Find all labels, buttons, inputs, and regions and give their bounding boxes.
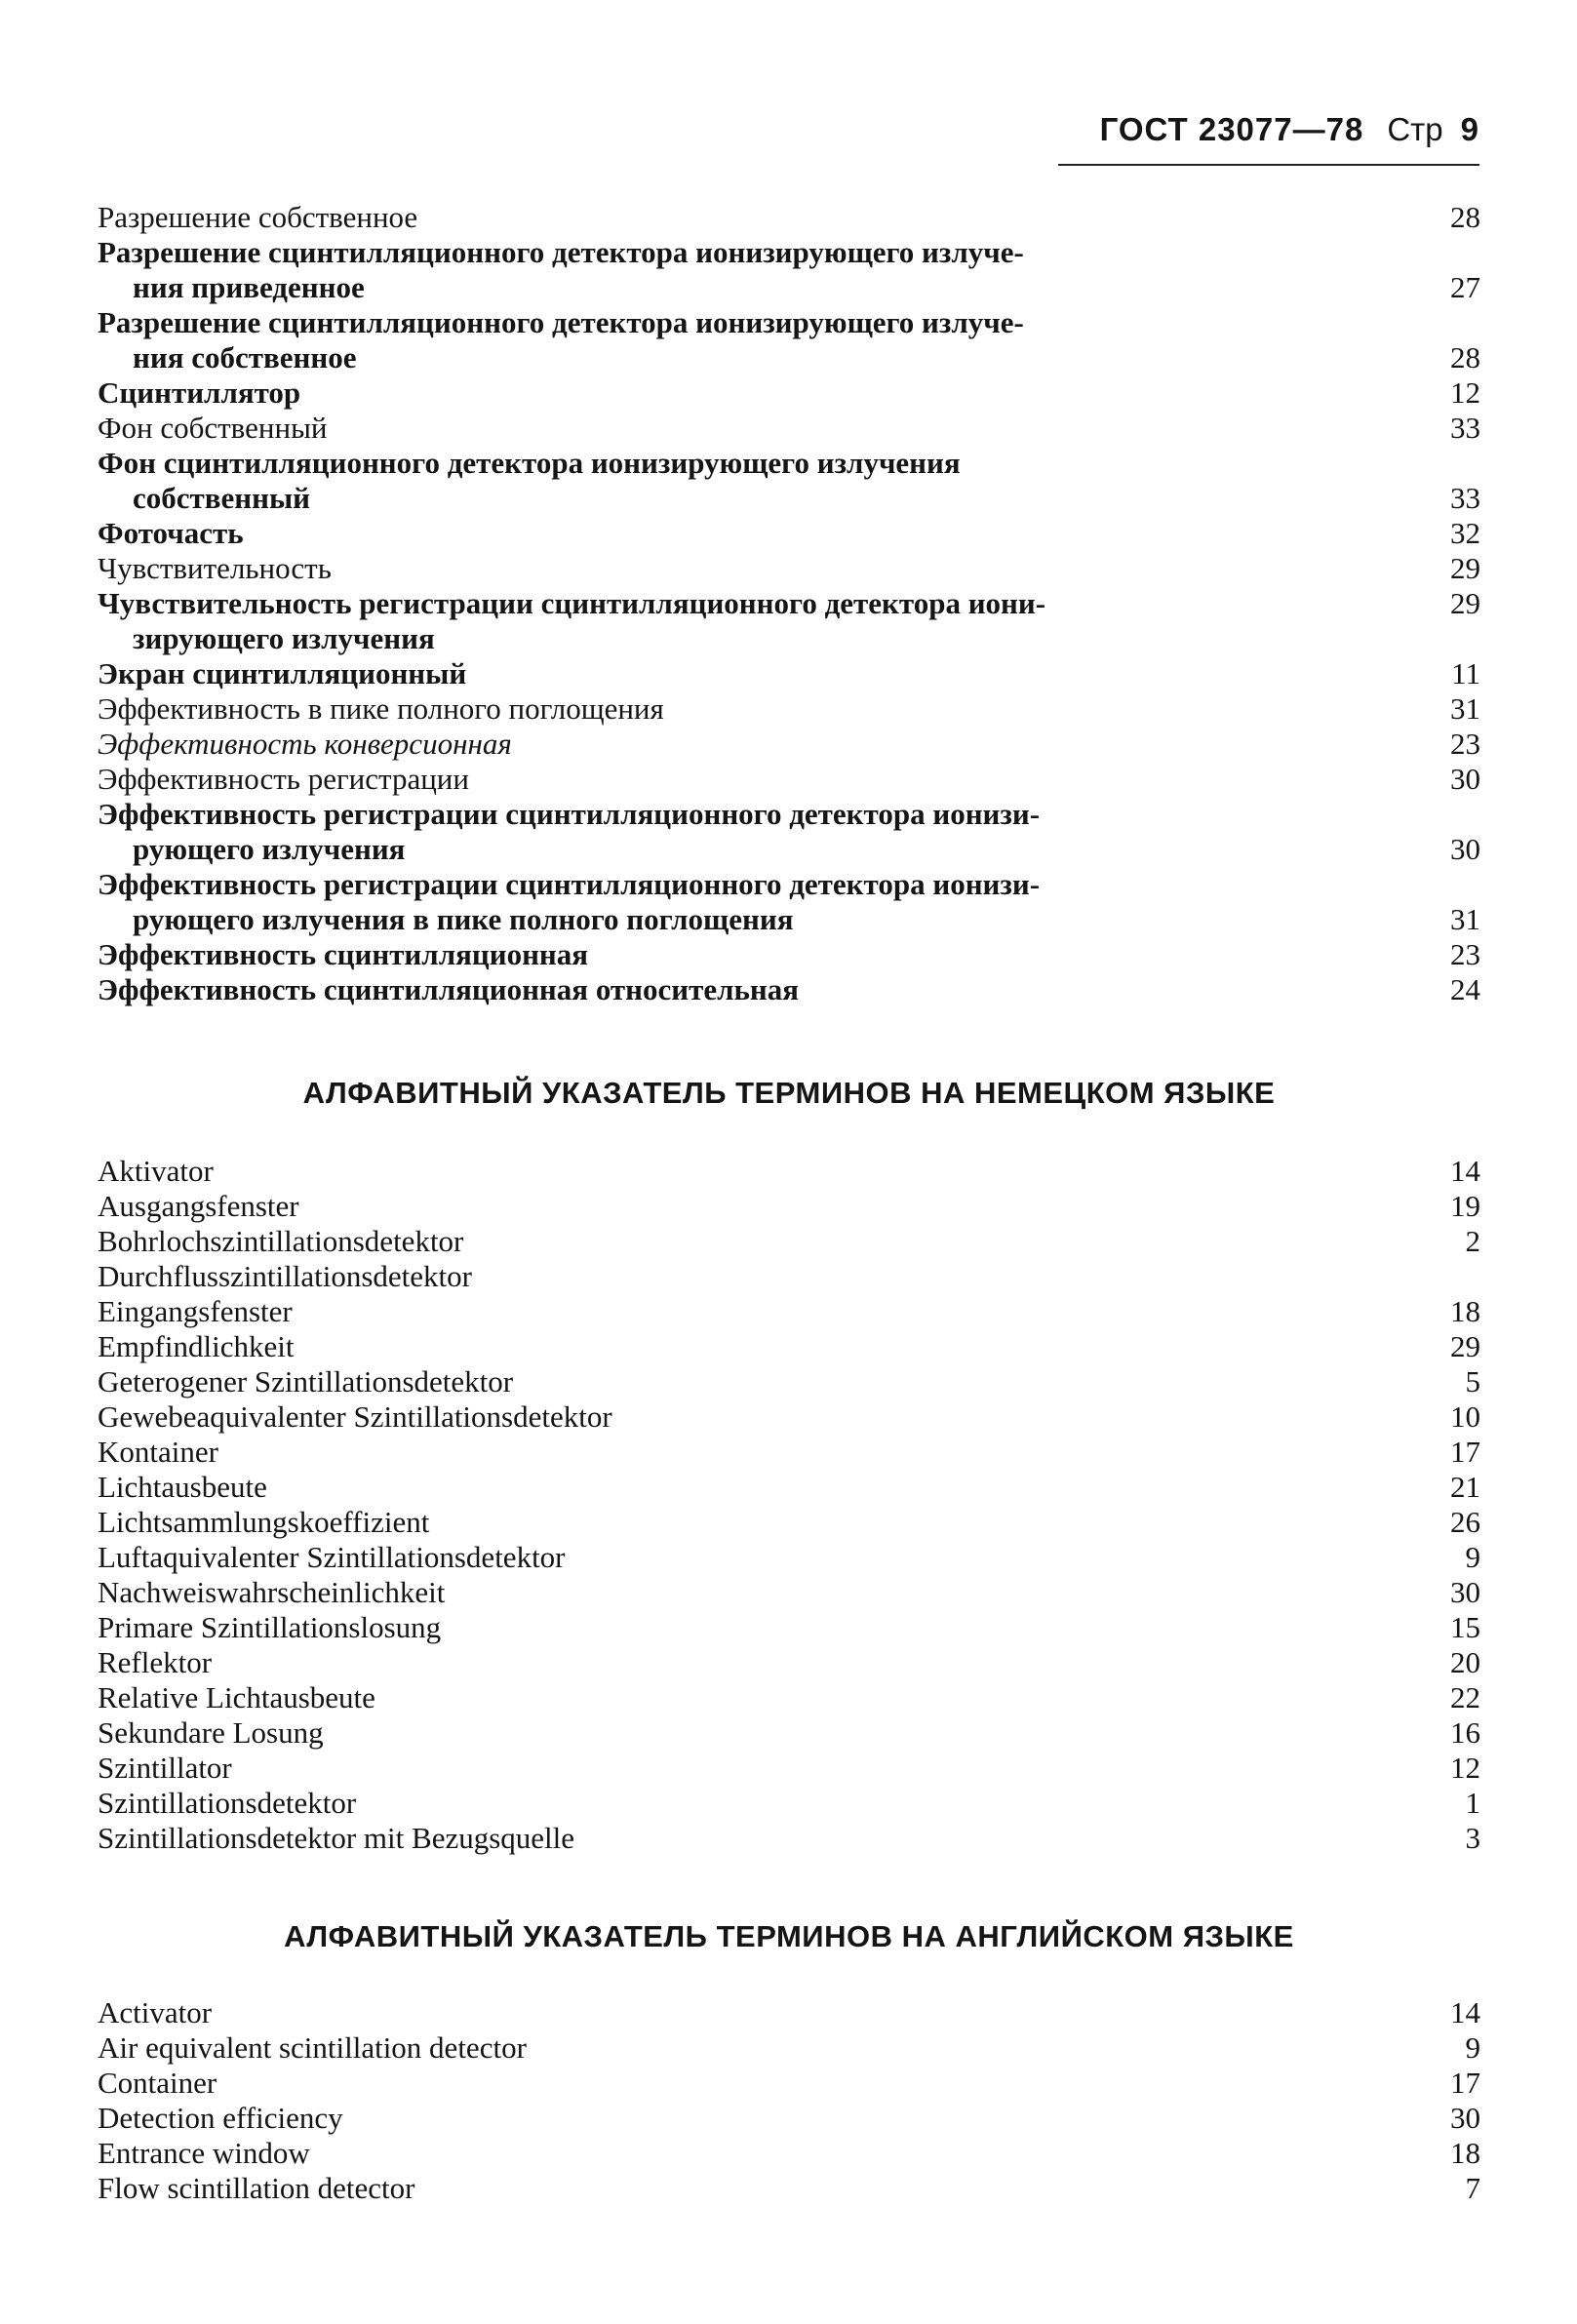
index-term: Ausgangsfenster — [98, 1189, 299, 1223]
index-entry — [98, 235, 1480, 305]
index-term-continuation: собственный — [133, 481, 311, 515]
page-label: Стр — [1387, 111, 1443, 147]
index-entry — [98, 2171, 1480, 2206]
page-number: 9 — [1460, 111, 1478, 147]
index-page-number: 15 — [1450, 1610, 1480, 1644]
index-entry — [98, 1821, 1480, 1856]
index-term: Air equivalent scintillation detector — [98, 2030, 527, 2065]
index-term: Nachweiswahrscheinlichkeit — [98, 1575, 446, 1609]
header-rule — [1058, 164, 1479, 166]
index-term: Эффективность сцинтилляционная — [98, 937, 589, 971]
index-page-number: 29 — [1450, 551, 1480, 585]
index-entry — [98, 1540, 1480, 1575]
index-term: Activator — [98, 1995, 213, 2029]
index-entry — [98, 411, 1480, 446]
index-term: Detection efficiency — [98, 2101, 343, 2135]
index-entry — [98, 2136, 1480, 2171]
index-entry — [98, 1329, 1480, 1364]
index-term: Эффективность регистрации сцинтилляционного детектора ионизи- — [98, 797, 1041, 831]
english-index-title: АЛФАВИТНЫЙ УКАЗАТЕЛЬ ТЕРМИНОВ НА АНГЛИЙСКОМ ЯЗЫКЕ — [284, 1919, 1294, 1953]
index-term: Эффективность регистрации — [98, 762, 469, 796]
index-page-number: 24 — [1450, 972, 1480, 1006]
index-entry — [98, 1189, 1480, 1224]
index-page-number: 21 — [1450, 1470, 1480, 1504]
index-entry — [98, 1995, 1480, 2030]
index-page-number: 11 — [1451, 656, 1480, 690]
index-entry — [98, 797, 1480, 867]
index-term: Container — [98, 2066, 217, 2100]
index-term: Kontainer — [98, 1435, 218, 1469]
index-page-number: 28 — [1450, 340, 1480, 374]
index-entry — [98, 446, 1480, 516]
index-entry — [98, 656, 1480, 691]
index-page-number: 29 — [1450, 586, 1480, 620]
index-term: Разрешение сцинтилляционного детектора ионизирующего излуче- — [98, 235, 1024, 269]
index-entry — [98, 1786, 1480, 1821]
index-page-number: 27 — [1450, 270, 1480, 304]
index-page-number: 14 — [1450, 1995, 1480, 2029]
index-entry — [98, 375, 1480, 411]
index-term: Экран сцинтилляционный — [98, 656, 467, 690]
index-term: Sekundare Losung — [98, 1715, 324, 1750]
index-term: Разрешение собственное — [98, 200, 418, 234]
index-term-continuation: ния приведенное — [133, 270, 365, 304]
index-page-number: 20 — [1450, 1645, 1480, 1679]
index-page-number: 32 — [1450, 516, 1480, 550]
index-term: Lichtausbeute — [98, 1470, 267, 1504]
index-entry — [98, 551, 1480, 586]
index-term: Эффективность регистрации сцинтилляционного детектора ионизи- — [98, 867, 1041, 901]
index-page-number: 33 — [1450, 481, 1480, 515]
index-page-number: 30 — [1450, 2101, 1480, 2135]
index-entry — [98, 1399, 1480, 1435]
index-term: Luftaquivalenter Szintillationsdetektor — [98, 1540, 566, 1574]
index-page-number: 23 — [1450, 727, 1480, 761]
index-entry — [98, 2030, 1480, 2066]
index-page-number: 31 — [1450, 691, 1480, 726]
index-entry — [98, 1575, 1480, 1610]
index-entry — [98, 1715, 1480, 1751]
index-term-continuation: рующего излучения — [133, 832, 406, 866]
index-page-number: 30 — [1450, 832, 1480, 866]
index-entry — [98, 1645, 1480, 1680]
index-page-number: 33 — [1450, 411, 1480, 445]
index-page-number: 14 — [1450, 1154, 1480, 1188]
index-term: Фоточасть — [98, 516, 244, 550]
index-term: Szintillationsdetektor — [98, 1786, 357, 1820]
index-page-number: 22 — [1450, 1680, 1480, 1714]
index-term: Flow scintillation detector — [98, 2171, 415, 2205]
index-entry — [98, 937, 1480, 972]
index-entry — [98, 762, 1480, 797]
german-term-index — [98, 1154, 1480, 1856]
index-page-number: 12 — [1450, 1751, 1480, 1785]
index-page-number: 17 — [1450, 1435, 1480, 1469]
standard-number: ГОСТ 23077—78 — [1099, 111, 1364, 147]
german-index-title: АЛФАВИТНЫЙ УКАЗАТЕЛЬ ТЕРМИНОВ НА НЕМЕЦКОМ ЯЗЫКЕ — [302, 1076, 1276, 1110]
index-entry — [98, 1751, 1480, 1786]
index-page-number: 1 — [1465, 1786, 1480, 1820]
index-entry — [98, 1470, 1480, 1505]
index-entry — [98, 1505, 1480, 1540]
index-entry — [98, 867, 1480, 937]
index-page-number: 16 — [1450, 1715, 1480, 1750]
index-page-number: 7 — [1465, 2171, 1480, 2205]
index-page-number: 23 — [1450, 937, 1480, 971]
index-entry — [98, 727, 1480, 762]
index-term: Фон собственный — [98, 411, 328, 445]
index-term: Geterogener Szintillationsdetektor — [98, 1364, 514, 1398]
page-header — [1014, 111, 1478, 170]
index-entry — [98, 1680, 1480, 1715]
index-term-continuation: зирующего излучения — [133, 621, 435, 655]
index-entry — [98, 1224, 1480, 1259]
index-term: Entrance window — [98, 2136, 310, 2170]
index-term: Eingangsfenster — [98, 1294, 293, 1328]
index-entry — [98, 2066, 1480, 2101]
index-term: Эффективность конверсионная — [98, 727, 512, 761]
index-page-number: 3 — [1465, 1821, 1480, 1855]
index-entry — [98, 972, 1480, 1007]
index-page-number: 18 — [1450, 2136, 1480, 2170]
index-entry — [98, 516, 1480, 551]
index-term: Relative Lichtausbeute — [98, 1680, 375, 1714]
index-page-number: 19 — [1450, 1189, 1480, 1223]
index-entry — [98, 1294, 1480, 1329]
index-term-continuation: рующего излучения в пике полного поглощения — [133, 902, 794, 936]
index-entry — [98, 2101, 1480, 2136]
index-page-number: 18 — [1450, 1294, 1480, 1328]
index-term: Gewebeaquivalenter Szintillationsdetektor — [98, 1399, 612, 1434]
index-page-number: 9 — [1465, 2030, 1480, 2065]
index-term: Aktivator — [98, 1154, 214, 1188]
index-entry — [98, 691, 1480, 727]
index-term-continuation: ния собственное — [133, 340, 357, 374]
index-page-number: 2 — [1465, 1224, 1480, 1258]
index-entry — [98, 1435, 1480, 1470]
index-entry — [98, 1154, 1480, 1189]
english-term-index — [98, 1995, 1480, 2206]
index-page-number: 10 — [1450, 1399, 1480, 1434]
index-page-number: 26 — [1450, 1505, 1480, 1539]
index-term: Сцинтиллятор — [98, 375, 301, 410]
index-page-number: 30 — [1450, 1575, 1480, 1609]
index-term: Bohrlochszintillationsdetektor — [98, 1224, 464, 1258]
index-page-number: 29 — [1450, 1329, 1480, 1363]
index-page-number: 31 — [1450, 902, 1480, 936]
index-entry — [98, 200, 1480, 235]
index-term: Разрешение сцинтилляционного детектора ионизирующего излуче- — [98, 305, 1024, 339]
index-entry — [98, 1259, 1480, 1294]
index-term: Durchflusszintillationsdetektor — [98, 1259, 472, 1293]
index-page-number: 17 — [1450, 2066, 1480, 2100]
index-term: Эффективность сцинтилляционная относительная — [98, 972, 800, 1006]
index-page-number: 12 — [1450, 375, 1480, 410]
index-page-number: 5 — [1465, 1364, 1480, 1398]
index-term: Primare Szintillationslosung — [98, 1610, 442, 1644]
index-term: Reflektor — [98, 1645, 213, 1679]
index-page-number: 28 — [1450, 200, 1480, 234]
index-term: Чувствительность регистрации сцинтилляционного детектора иони- — [98, 586, 1046, 620]
index-page-number: 9 — [1465, 1540, 1480, 1574]
index-term: Empfindlichkeit — [98, 1329, 295, 1363]
index-entry — [98, 305, 1480, 375]
index-term: Szintillator — [98, 1751, 232, 1785]
index-term: Фон сцинтилляционного детектора ионизирующего излучения — [98, 446, 961, 480]
index-term: Lichtsammlungskoeffizient — [98, 1505, 430, 1539]
index-term: Эффективность в пике полного поглощения — [98, 691, 664, 726]
index-entry — [98, 586, 1480, 656]
index-entry — [98, 1610, 1480, 1645]
index-term: Чувствительность — [98, 551, 332, 585]
index-page-number: 30 — [1450, 762, 1480, 796]
russian-term-index — [98, 200, 1480, 1007]
index-term: Szintillationsdetektor mit Bezugsquelle — [98, 1821, 575, 1855]
index-entry — [98, 1364, 1480, 1399]
